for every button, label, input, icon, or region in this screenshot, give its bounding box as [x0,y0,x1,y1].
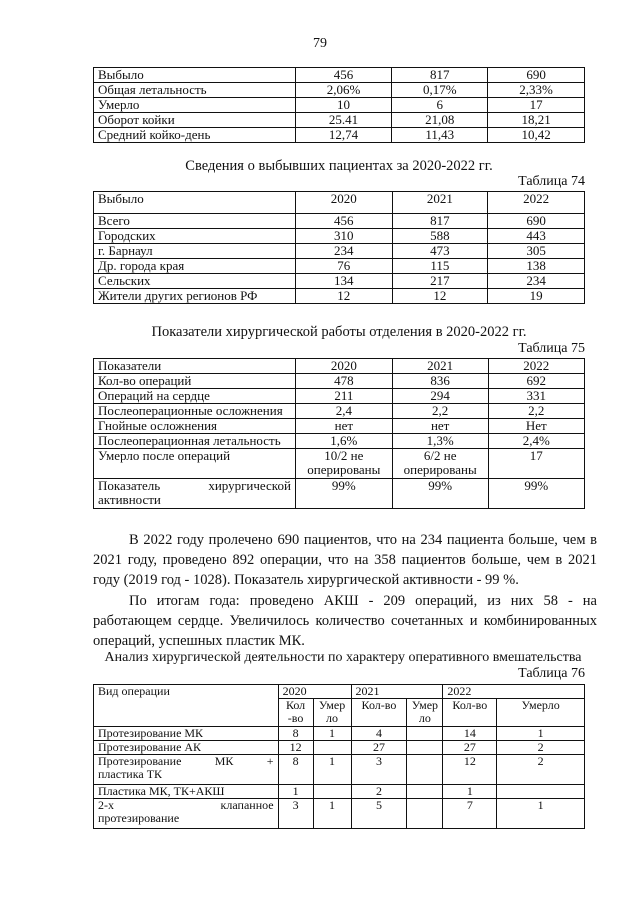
table-row: Средний койко-день 12,74 11,43 10,42 [94,128,585,143]
table-row: Протезирование МК 8 1 4 14 1 [94,727,585,741]
table-74-label: Таблица 74 [518,174,585,189]
table-row: Протезирование МК + пластика ТК 8 1 3 12 2 [94,755,585,785]
table-row: Операций на сердце 211 294 331 [94,389,585,404]
table-row: Гнойные осложнения нет нет Нет [94,419,585,434]
table-row: Городских 310 588 443 [94,229,585,244]
table-header-row: Показатели 2020 2021 2022 [94,359,585,374]
table-75 [93,358,585,509]
table-row: Общая летальность 2,06% 0,17% 2,33% [94,83,585,98]
table-76-label: Таблица 76 [518,666,585,681]
table-row: Послеоперационные осложнения 2,4 2,2 2,2 [94,404,585,419]
table-header-row: Выбыло 2020 2021 2022 [94,192,585,214]
table-row: Кол-во операций 478 836 692 [94,374,585,389]
table-row: Др. города края 76 115 138 [94,259,585,274]
table-header-row: Вид операции 2020 2021 2022 [94,685,585,699]
table-row: Умерло после операций 10/2 не оперированы 6/2 не оперированы 17 [94,449,585,479]
table-row: Выбыло 456 817 690 [94,68,585,83]
page-number: 79 [313,36,327,51]
table-74 [93,191,585,304]
table-row: г. Барнаул 234 473 305 [94,244,585,259]
table-row: Оборот койки 25.41 21,08 18,21 [94,113,585,128]
table-73 [93,67,585,143]
section-75-title: Показатели хирургической работы отделения в 2020-2022 гг. [151,324,527,340]
section-76-title: Анализ хирургической деятельности по характеру оперативного вмешательства [104,650,582,665]
section-74-title: Сведения о выбывших пациентах за 2020-2022 гг. [185,158,493,174]
table-row: Умерло 10 6 17 [94,98,585,113]
table-75-label: Таблица 75 [518,341,585,356]
table-row: Жители других регионов РФ 12 12 19 [94,289,585,304]
paragraph-2: По итогам года: проведено АКШ - 209 операций, из них 58 - на работающем сердце. Увеличилось количество сочетанных и комбинированных операций, успешных пластик МК. [93,593,597,649]
table-row: Протезирование АК 12 27 27 2 [94,741,585,755]
paragraph-1: В 2022 году пролечено 690 пациентов, что на 234 пациента больше, чем в 2021 году, проведено 892 операции, что на 358 пациентов больше, чем в 2021 году (2019 год - 1028). Показатель хирургической активности - 99 %. [93,532,597,588]
table-row: Всего 456 817 690 [94,214,585,229]
table-row: Послеоперационная летальность 1,6% 1,3% 2,4% [94,434,585,449]
table-row: Показатель хирургической активности 99% 99% 99% [94,479,585,509]
table-row: Пластика МК, ТК+АКШ 1 2 1 [94,785,585,799]
table-subheader-row: Кол -во Умер ло Кол-во Умер ло Кол-во Умерло [94,699,585,727]
table-row: 2-х клапанное протезирование 3 1 5 7 1 [94,799,585,829]
table-row: Сельских 134 217 234 [94,274,585,289]
table-76 [93,684,585,829]
